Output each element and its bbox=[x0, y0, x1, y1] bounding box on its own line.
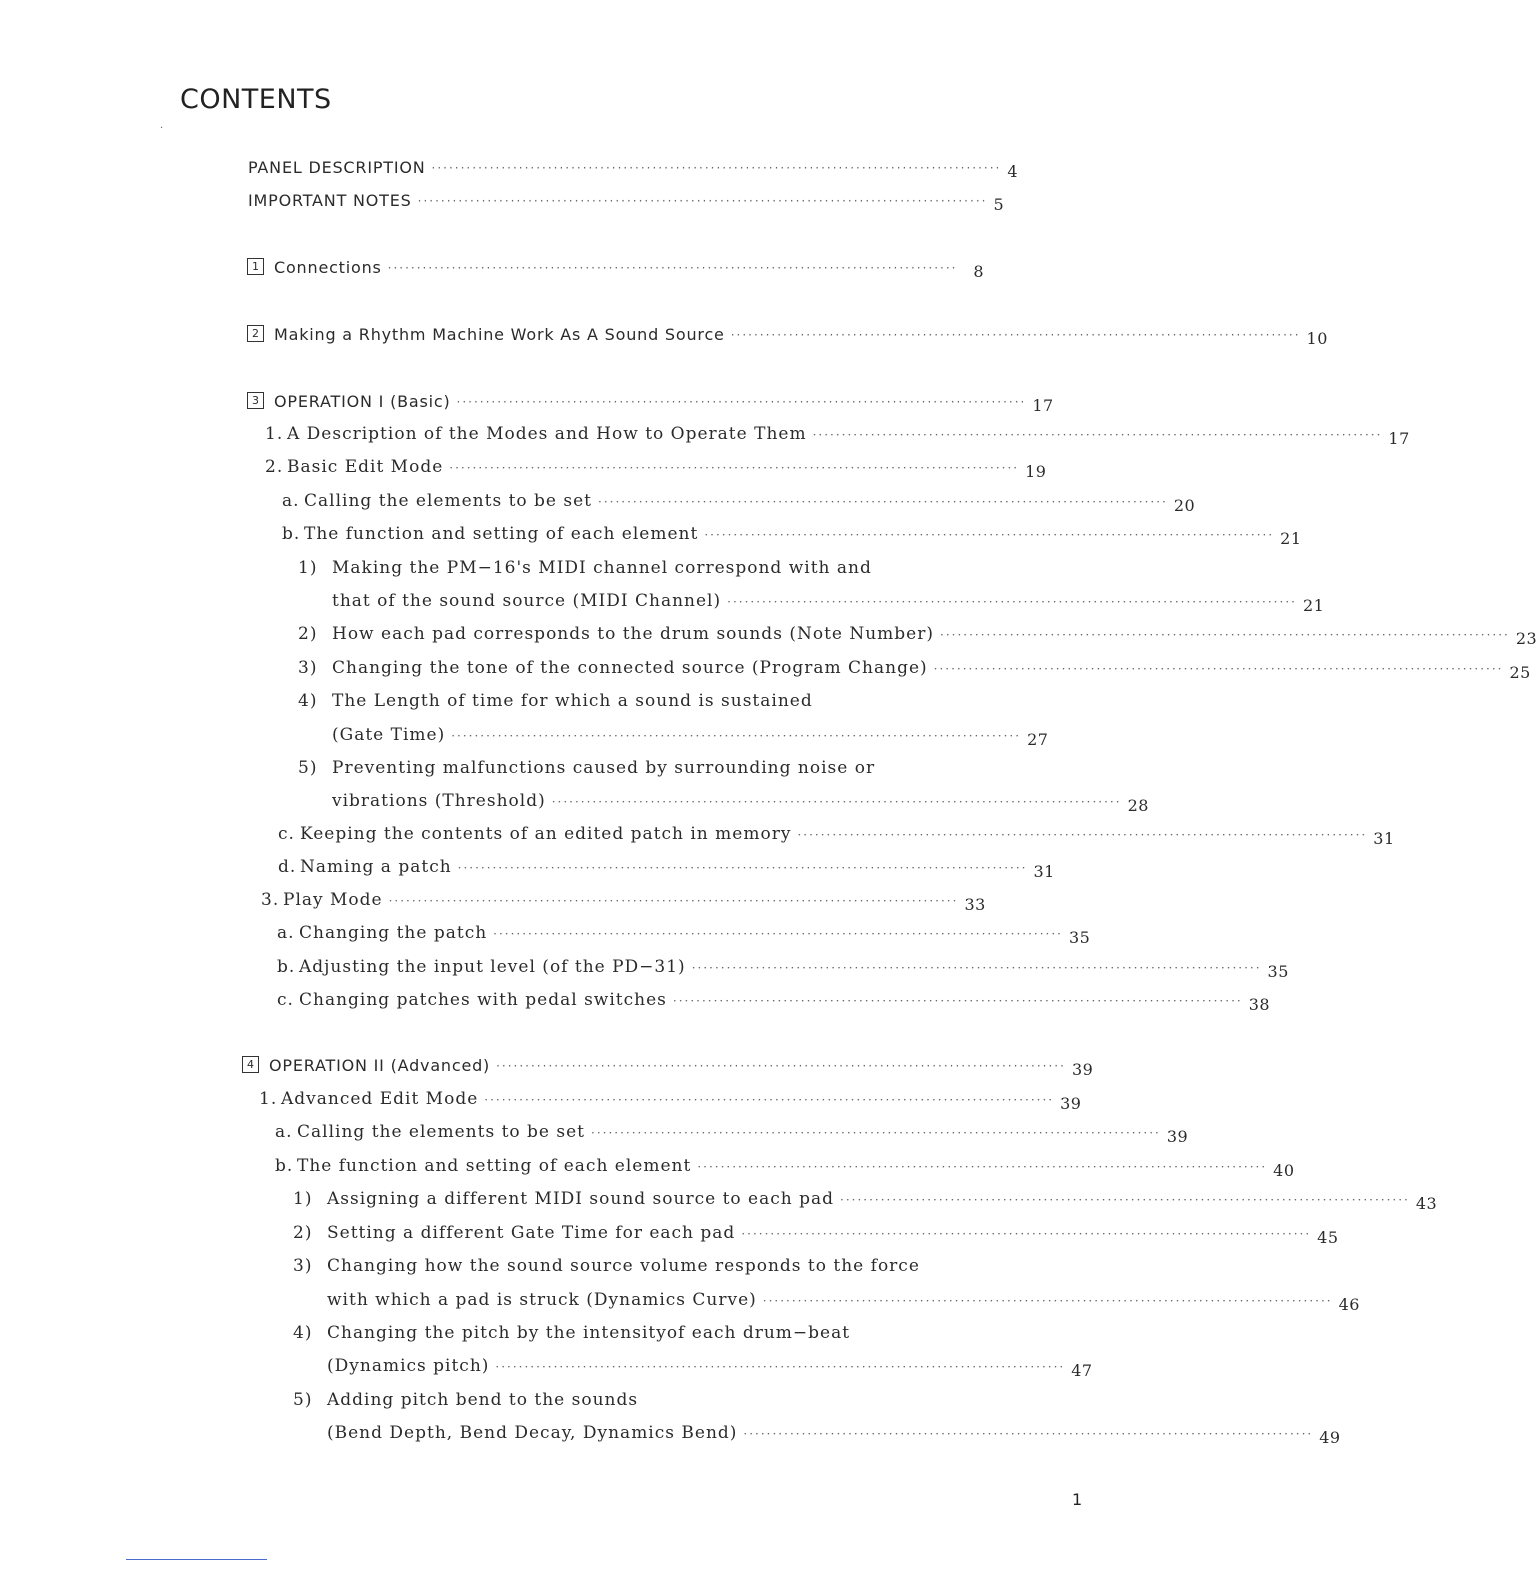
leader-dots: ·································································································· bbox=[727, 595, 1297, 609]
toc-chapter[interactable] bbox=[247, 381, 1054, 415]
toc-marker: d. bbox=[278, 857, 297, 877]
footer-rule bbox=[126, 1559, 267, 1560]
toc-label: Play Mode bbox=[283, 890, 383, 910]
toc-label: vibrations (Threshold) bbox=[332, 791, 546, 811]
toc-page: 28 bbox=[1127, 796, 1149, 815]
toc-page: 31 bbox=[1033, 862, 1055, 881]
leader-dots: ·································································································· bbox=[840, 1193, 1410, 1207]
toc-marker: b. bbox=[282, 524, 301, 544]
toc-entry[interactable] bbox=[278, 814, 1395, 848]
toc-marker: 2) bbox=[293, 1223, 313, 1243]
toc-label: A Description of the Modes and How to Operate Them bbox=[287, 424, 807, 444]
toc-page: 19 bbox=[1025, 462, 1047, 481]
toc-entry-continued[interactable] bbox=[332, 781, 1149, 815]
toc-entry[interactable] bbox=[275, 1146, 1295, 1180]
toc-marker: 3) bbox=[293, 1256, 313, 1276]
toc-label: Adding pitch bend to the sounds bbox=[327, 1390, 639, 1410]
toc-label: The function and setting of each element bbox=[297, 1156, 692, 1176]
toc-label: Adjusting the input level (of the PD−31) bbox=[299, 957, 686, 977]
toc-page: 45 bbox=[1317, 1228, 1339, 1247]
leader-dots: ·································································································· bbox=[431, 161, 1002, 175]
toc-page: 31 bbox=[1373, 829, 1395, 848]
toc-label: PANEL DESCRIPTION bbox=[248, 158, 426, 177]
toc-entry[interactable] bbox=[293, 1313, 851, 1343]
toc-label: Assigning a different MIDI sound source to each pad bbox=[327, 1189, 835, 1209]
leader-dots: ·································································································· bbox=[495, 1360, 1066, 1374]
leader-dots: ·································································································· bbox=[743, 1427, 1314, 1441]
leader-dots: ·································································································· bbox=[598, 495, 1168, 509]
toc-page: 5 bbox=[993, 195, 1005, 214]
toc-label: Calling the elements to be set bbox=[297, 1122, 586, 1142]
toc-chapter[interactable] bbox=[242, 1045, 1094, 1079]
toc-label: Calling the elements to be set bbox=[304, 491, 593, 511]
leader-dots: ·································································································· bbox=[741, 1227, 1312, 1241]
toc-entry[interactable] bbox=[277, 947, 1289, 981]
toc-page: 35 bbox=[1267, 962, 1289, 981]
toc-entry[interactable] bbox=[293, 1213, 1339, 1247]
toc-page: 8 bbox=[973, 262, 984, 281]
chapter-number-box: 2 bbox=[247, 325, 264, 342]
toc-entry[interactable] bbox=[298, 614, 1537, 648]
toc-page: 33 bbox=[964, 895, 986, 914]
toc-marker: c. bbox=[278, 824, 295, 844]
leader-dots: ·································································································· bbox=[933, 662, 1504, 676]
toc-marker: 3. bbox=[261, 890, 280, 910]
leader-dots: ·································································································· bbox=[551, 795, 1122, 809]
toc-label: The function and setting of each element bbox=[304, 524, 699, 544]
toc-label: OPERATION I (Basic) bbox=[274, 392, 451, 411]
toc-marker: 1) bbox=[298, 558, 318, 578]
stray-mark: . bbox=[160, 120, 164, 131]
toc-label: that of the sound source (MIDI Channel) bbox=[332, 591, 722, 611]
toc-page: 10 bbox=[1306, 329, 1328, 348]
toc-label: Changing the tone of the connected source (Program Change) bbox=[332, 658, 928, 678]
toc-page: 40 bbox=[1273, 1161, 1295, 1180]
toc-marker: a. bbox=[275, 1122, 293, 1142]
toc-entry-continued[interactable] bbox=[327, 1413, 1341, 1447]
toc-page: 20 bbox=[1173, 496, 1196, 515]
toc-page: 21 bbox=[1302, 596, 1325, 615]
toc-entry[interactable] bbox=[298, 681, 844, 711]
toc-entry-continued[interactable] bbox=[332, 581, 1325, 615]
toc-entry[interactable] bbox=[261, 880, 986, 914]
toc-label: Naming a patch bbox=[300, 857, 452, 877]
toc-page: 46 bbox=[1338, 1295, 1360, 1314]
toc-label: Preventing malfunctions caused by surrounding noise or bbox=[332, 758, 876, 778]
toc-page: 39 bbox=[1166, 1127, 1189, 1146]
toc-chapter[interactable] bbox=[247, 314, 1328, 348]
toc-entry[interactable] bbox=[293, 1380, 664, 1410]
toc-label: (Bend Depth, Bend Decay, Dynamics Bend) bbox=[327, 1423, 738, 1443]
toc-entry[interactable] bbox=[298, 748, 876, 778]
toc-marker: b. bbox=[277, 957, 296, 977]
toc-entry[interactable] bbox=[278, 847, 1055, 881]
leader-dots: ·································································································· bbox=[496, 1059, 1066, 1073]
toc-label: with which a pad is struck (Dynamics Curve) bbox=[327, 1290, 757, 1310]
leader-dots: ·································································································· bbox=[387, 261, 958, 275]
toc-marker: 1) bbox=[293, 1189, 313, 1209]
leader-dots: ·································································································· bbox=[449, 461, 1020, 475]
toc-entry[interactable] bbox=[248, 180, 1005, 214]
leader-dots: ·································································································· bbox=[762, 1294, 1333, 1308]
toc-entry[interactable] bbox=[293, 1246, 920, 1276]
toc-entry[interactable] bbox=[259, 1079, 1082, 1113]
toc-marker: c. bbox=[277, 990, 294, 1010]
toc-entry[interactable] bbox=[282, 481, 1196, 515]
toc-marker: 1. bbox=[259, 1089, 278, 1109]
toc-label: Changing the patch bbox=[299, 923, 488, 943]
toc-marker: 4) bbox=[298, 691, 318, 711]
toc-entry[interactable] bbox=[265, 414, 1410, 448]
toc-label: Making a Rhythm Machine Work As A Sound Source bbox=[274, 325, 725, 344]
toc-marker: 2) bbox=[298, 624, 318, 644]
leader-dots: ·································································································· bbox=[451, 729, 1022, 743]
toc-label: Changing the pitch by the intensityof each drum−beat bbox=[327, 1323, 851, 1343]
toc-entry-continued[interactable] bbox=[327, 1346, 1093, 1380]
page-title: CONTENTS bbox=[180, 84, 332, 115]
leader-dots: ·································································································· bbox=[484, 1093, 1055, 1107]
toc-page: 4 bbox=[1007, 162, 1019, 181]
toc-page: 49 bbox=[1319, 1428, 1341, 1447]
leader-dots: ·································································································· bbox=[812, 428, 1383, 442]
leader-dots: ·································································································· bbox=[697, 1160, 1268, 1174]
chapter-number-box: 3 bbox=[247, 392, 264, 409]
toc-entry[interactable] bbox=[275, 1112, 1189, 1146]
toc-marker: 3) bbox=[298, 658, 318, 678]
leader-dots: ·································································································· bbox=[493, 927, 1063, 941]
toc-marker: 1. bbox=[265, 424, 284, 444]
toc-label: Connections bbox=[274, 258, 382, 277]
toc-label: (Gate Time) bbox=[332, 725, 446, 745]
toc-label: Changing patches with pedal switches bbox=[299, 990, 667, 1010]
toc-entry[interactable] bbox=[282, 514, 1302, 548]
toc-label: Making the PM−16's MIDI channel correspond with and bbox=[332, 558, 872, 578]
leader-dots: ·································································································· bbox=[691, 961, 1262, 975]
toc-chapter[interactable] bbox=[247, 247, 984, 281]
toc-marker: 2. bbox=[265, 457, 284, 477]
leader-dots: ·································································································· bbox=[797, 828, 1368, 842]
toc-page: 39 bbox=[1071, 1060, 1094, 1079]
toc-marker: 5) bbox=[298, 758, 318, 778]
toc-entry[interactable] bbox=[298, 648, 1531, 682]
leader-dots: ·································································································· bbox=[672, 994, 1243, 1008]
toc-label: Changing how the sound source volume responds to the force bbox=[327, 1256, 920, 1276]
toc-label: Setting a different Gate Time for each pad bbox=[327, 1223, 736, 1243]
toc-page: 38 bbox=[1248, 995, 1271, 1014]
leader-dots: ·································································································· bbox=[704, 528, 1275, 542]
toc-entry[interactable] bbox=[293, 1179, 1438, 1213]
toc-entry-continued[interactable] bbox=[327, 1280, 1360, 1314]
toc-page: 43 bbox=[1415, 1194, 1438, 1213]
toc-label: Keeping the contents of an edited patch in memory bbox=[300, 824, 792, 844]
toc-entry[interactable] bbox=[248, 147, 1019, 181]
toc-label: Advanced Edit Mode bbox=[281, 1089, 479, 1109]
toc-label: Basic Edit Mode bbox=[287, 457, 444, 477]
page-number: 1 bbox=[1072, 1490, 1083, 1509]
chapter-number-box: 4 bbox=[242, 1056, 259, 1073]
toc-page: 39 bbox=[1060, 1094, 1082, 1113]
leader-dots: ·································································································· bbox=[940, 628, 1510, 642]
toc-label: How each pad corresponds to the drum sounds (Note Number) bbox=[332, 624, 935, 644]
toc-page: 23 bbox=[1515, 629, 1537, 648]
leader-dots: ·································································································· bbox=[457, 861, 1028, 875]
toc-marker: 5) bbox=[293, 1390, 313, 1410]
toc-page: 17 bbox=[1032, 396, 1054, 415]
toc-entry-continued[interactable] bbox=[332, 715, 1049, 749]
toc-page: 21 bbox=[1280, 529, 1302, 548]
leader-dots: ·································································································· bbox=[388, 894, 959, 908]
toc-marker: 4) bbox=[293, 1323, 313, 1343]
toc-page: 17 bbox=[1388, 429, 1410, 448]
leader-dots: ·································································································· bbox=[417, 194, 988, 208]
toc-label: IMPORTANT NOTES bbox=[248, 191, 412, 210]
toc-entry[interactable] bbox=[265, 447, 1047, 481]
toc-entry[interactable] bbox=[277, 980, 1271, 1014]
leader-dots: ·································································································· bbox=[591, 1126, 1161, 1140]
toc-page: 35 bbox=[1069, 928, 1091, 947]
toc-entry[interactable] bbox=[298, 548, 872, 578]
leader-dots: ·································································································· bbox=[730, 328, 1301, 342]
toc-label: The Length of time for which a sound is sustained bbox=[332, 691, 813, 711]
toc-marker: a. bbox=[277, 923, 295, 943]
toc-marker: b. bbox=[275, 1156, 294, 1176]
toc-marker: a. bbox=[282, 491, 300, 511]
toc-entry[interactable] bbox=[277, 913, 1091, 947]
toc-label: (Dynamics pitch) bbox=[327, 1356, 490, 1376]
toc-label: OPERATION II (Advanced) bbox=[269, 1056, 491, 1075]
leader-dots: ·································································································· bbox=[456, 395, 1027, 409]
toc-page: 47 bbox=[1071, 1361, 1093, 1380]
toc-page: 25 bbox=[1509, 663, 1531, 682]
chapter-number-box: 1 bbox=[247, 258, 264, 275]
toc-page: 27 bbox=[1027, 730, 1049, 749]
